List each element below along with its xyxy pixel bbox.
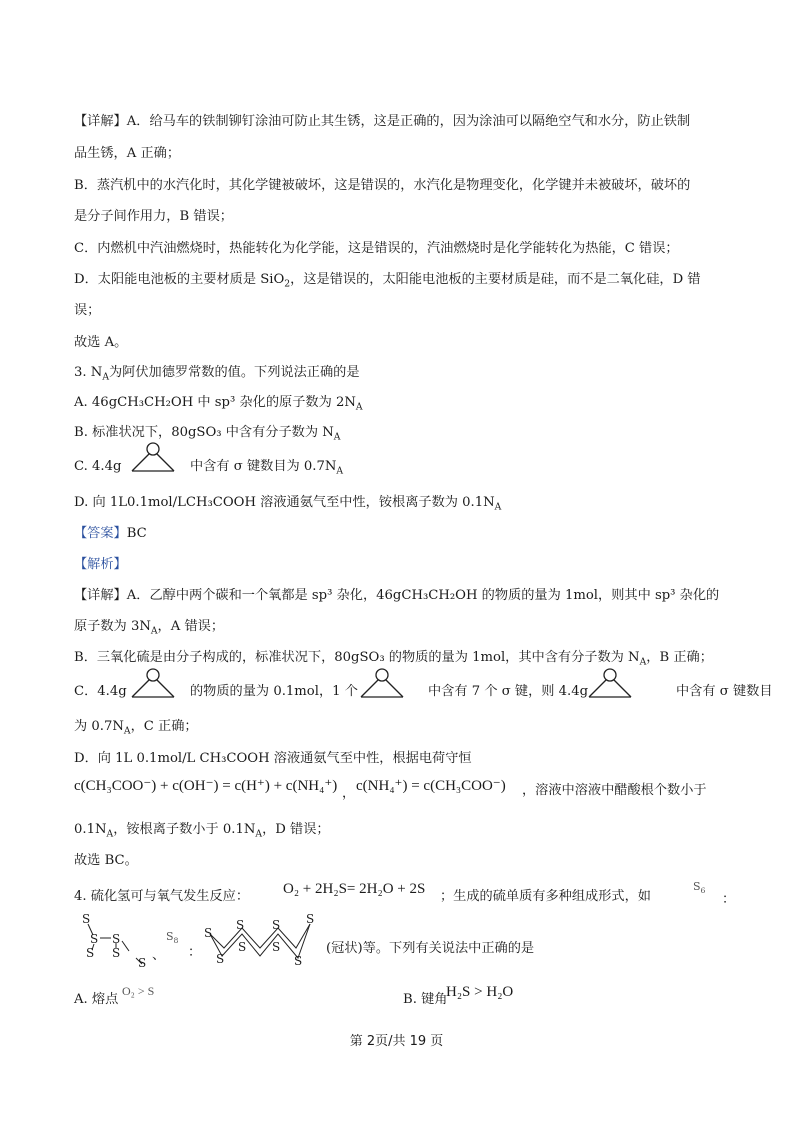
detail3-c-pre: C．4.4g	[74, 684, 127, 699]
s6-atom: S	[90, 932, 99, 946]
q3-opt-b-text: B. 标准状况下，80gSO₃ 中含有分子数为 N	[74, 425, 334, 440]
s8-atom: S	[272, 918, 281, 932]
answer-value: BC	[126, 526, 147, 541]
q4-separator2: ：	[188, 945, 202, 960]
q3-stem-pre: 3. N	[74, 365, 103, 380]
q4-crown-text: (冠状)等。下列有关说法中正确的是	[326, 941, 535, 956]
detail3-d-line3-text: 0.1N	[74, 822, 107, 837]
q3-opt-a-text: A. 46gCH₃CH₂OH 中 sp³ 杂化的原子数为 2N	[74, 395, 356, 410]
s8-atom: S	[294, 954, 303, 968]
s8-atom: S	[204, 926, 213, 940]
s6-atom: S	[112, 946, 121, 960]
detail-a-line1	[74, 113, 719, 131]
s8-symbol: S	[166, 930, 174, 943]
detail-d-line2: 误；	[74, 303, 101, 318]
q4-stem-pre: 4. 硫化氢可与氧气发生反应：	[74, 889, 250, 904]
q3-opt-c-post-text: 中含有 σ 键数目为 0.7N	[190, 459, 337, 474]
s8-atom: S	[306, 912, 315, 926]
s8-label	[166, 930, 178, 945]
detail-d-pre: D．太阳能电池板的主要材质是 SiO	[74, 272, 285, 287]
detail3-d-line3	[74, 821, 719, 844]
q3-opt-c-post	[190, 458, 343, 481]
detail3-d-line3-end: ，D 错误；	[262, 822, 330, 837]
q3-option-a	[74, 394, 719, 417]
detail-a-text: A．给马车的铁制铆钉涂油可防止其生锈，这是正确的，因为涂油可以隔绝空气和水分，防止铁制	[126, 114, 691, 129]
q4-option-a	[74, 991, 118, 1009]
s6-atom: S	[138, 956, 147, 970]
detail-c-line: C．内燃机中汽油燃烧时，热能转化为化学能，这是错误的，汽油燃烧时是化学能转化为热能，C 错误；	[74, 241, 679, 256]
detail3-a-line1	[74, 587, 719, 605]
detail-d-sub: 2	[284, 278, 291, 290]
s6-subscript: 6	[700, 886, 706, 896]
q4-stem-post: ；生成的硫单质有多种组成形式，如	[440, 889, 651, 904]
detail3-c-line2-post: ，C 正确；	[130, 719, 198, 734]
detail-d-post: ，这是错误的，太阳能电池板的主要材质是硅，而不是二氧化硅，D 错	[290, 272, 701, 287]
q3-opt-c-sub: A	[336, 465, 344, 477]
s8-atom: S	[272, 940, 281, 954]
answer-label: 【答案】	[74, 526, 127, 541]
analysis-label: 【解析】	[74, 557, 127, 572]
q4-option-b	[403, 991, 447, 1009]
s8-crown-structure	[202, 910, 322, 970]
q4-reaction-equation: O₂ + 2H₂S= 2H₂O + 2S	[283, 881, 426, 897]
equation-separator: ，	[342, 786, 356, 801]
s6-symbol: S	[693, 880, 701, 893]
detail3-c-line2-text: 为 0.7N	[74, 719, 124, 734]
s8-atom: S	[236, 918, 245, 932]
detail3-d-line1: D．向 1L 0.1mol/L CH₃COOH 溶液通氨气至中性，根据电荷守恒	[74, 751, 472, 766]
detail-a-line2: 品生锈，A 正确；	[74, 146, 181, 161]
detail-b-line2: 是分子间作用力，B 错误；	[74, 209, 233, 224]
detail3-a-line2	[74, 618, 719, 641]
q3-stem-sub: A	[102, 371, 109, 383]
q4-opt-a-label: A. 熔点	[74, 992, 119, 1007]
detail3-b-sub: A	[639, 656, 647, 668]
s6-ring-structure	[78, 912, 154, 970]
q3-stem	[74, 364, 719, 387]
detail3-c-mid2: 中含有 7 个 σ 键，则 4.4g	[428, 684, 589, 699]
q3-option-d	[74, 494, 719, 517]
detail3-b-post: ，B 正确；	[646, 650, 713, 665]
q3-opt-d-text: D. 向 1L0.1mol/LCH₃COOH 溶液通氨气至中性，铵根离子数为 0.1N	[74, 495, 495, 510]
detail-choose: 故选 A。	[74, 335, 128, 350]
s6-atom: S	[112, 932, 121, 946]
q3-analysis-label	[74, 556, 719, 574]
detail3-c-sub: A	[123, 725, 131, 737]
epoxide-structure-icon	[357, 667, 407, 701]
page-number-footer: 第 2页/共 19 页	[349, 1034, 444, 1049]
neutral-condition-equation: c(NH₄⁺) = c(CH₃COO⁻)	[356, 778, 506, 794]
detail3-c-mid3: 中含有 σ 键数目	[676, 684, 773, 699]
detail3-a-sub: A	[150, 625, 158, 637]
detail3-b-text: B．三氧化硫是由分子构成的，标准状况下，80gSO₃ 的物质的量为 1mol，其中含有分子数为 N	[74, 650, 640, 665]
q4-opt-b-label: B. 键角	[403, 992, 448, 1007]
detail3-a-line2-text: 原子数为 3N	[74, 619, 151, 634]
detail3-c-mid1: 的物质的量为 0.1mol，1 个	[190, 684, 358, 699]
q4-opt-a-expr: O₂ > S	[122, 984, 155, 998]
epoxide-structure-icon	[128, 441, 178, 475]
detail3-a-text: A．乙醇中两个碳和一个氧都是 sp³ 杂化，46gCH₃CH₂OH 的物质的量为 1mol，则其中 sp³ 杂化的	[126, 588, 720, 603]
detail3-d-sub1: A	[106, 828, 114, 840]
detail3-label: 【详解】	[74, 588, 127, 603]
q4-opt-b-expr: H₂S > H₂O	[446, 984, 514, 1000]
detail3-d-tail: ，溶液中溶液中醋酸根个数小于	[522, 783, 707, 798]
detail-label: 【详解】	[74, 114, 127, 129]
s6-label	[693, 880, 705, 895]
q3-opt-d-sub: A	[494, 501, 502, 513]
detail3-d-line3-post: ，铵根离子数小于 0.1N	[113, 822, 256, 837]
q4-colon: ：	[722, 892, 736, 907]
q3-answer	[74, 525, 719, 543]
q3-opt-b-sub: A	[333, 431, 341, 443]
epoxide-structure-icon	[128, 667, 178, 701]
s6-atom: S	[86, 946, 95, 960]
detail3-d-sub2: A	[255, 828, 263, 840]
q3-stem-post: 为阿伏加德罗常数的值。下列说法正确的是	[109, 365, 360, 380]
detail-d-line1	[74, 271, 719, 294]
q3-opt-a-sub: A	[355, 401, 363, 413]
s6-atom: S	[82, 912, 91, 926]
q3-opt-c-pre: C. 4.4g	[74, 459, 122, 474]
charge-balance-equation: c(CH₃COO⁻) + c(OH⁻) = c(H⁺) + c(NH₄⁺)	[74, 778, 338, 794]
detail-b-line1: B．蒸汽机中的水汽化时，其化学键被破坏，这是错误的，水汽化是物理变化，化学键并未被破坏，破坏的	[74, 178, 691, 193]
epoxide-structure-icon	[585, 667, 635, 701]
s8-subscript: 8	[173, 936, 179, 946]
s8-atom: S	[216, 952, 225, 966]
s8-atom: S	[238, 940, 247, 954]
q4-separator: 、	[152, 948, 166, 963]
detail3-c-line2	[74, 718, 719, 741]
detail3-choose: 故选 BC。	[74, 853, 138, 868]
detail3-a-line2-post: ，A 错误；	[157, 619, 225, 634]
